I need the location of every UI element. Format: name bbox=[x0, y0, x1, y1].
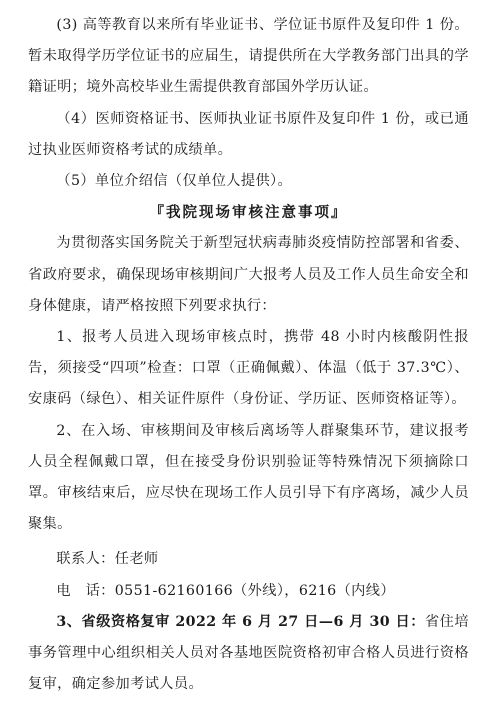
notice-item-1: 1、报考人员进入现场审核点时，携带 48 小时内核酸阴性报告，须接受“四项”检查：口罩（正确佩戴）、体温（低于 37.3℃）、安康码（绿色）、相关证件原件（身份证、学历证、医师资格证等）。 bbox=[28, 329, 469, 408]
materials-item-3: (3) 高等教育以来所有毕业证书、学位证书原件及复印件 1 份。暂未取得学历学位证书的应届生，请提供所在大学教务部门出具的学籍证明；境外高校毕业生需提供教育部国外学历认证。 bbox=[28, 17, 469, 96]
contact-person: 联系人：任老师 bbox=[56, 551, 159, 568]
notice-intro: 为贯彻落实国务院关于新型冠状病毒肺炎疫情防控部署和省委、省政府要求，确保现场审核期间广大报考人员及工作人员生命安全和身体健康，请严格按照下列要求执行： bbox=[28, 235, 469, 314]
section-heading: 『我院现场审核注意事项』 bbox=[149, 204, 348, 222]
contact-phone: 电 话：0551-62160166（外线），6216（内线） bbox=[56, 582, 395, 599]
materials-item-4: （4）医师资格证书、医师执业证书原件及复印件 1 份，或已通过执业医师资格考试的成绩单。 bbox=[28, 110, 469, 158]
review-section-lead: 3、省级资格复审 2022 年 6 月 27 日—6 月 30 日： bbox=[56, 613, 425, 630]
review-section-body: 省住培事务管理中心组织相关人员对各基地医院资格初审合格人员进行资格复审，确定参加考试人员。 bbox=[28, 613, 469, 693]
materials-item-5: （5）单位介绍信（仅单位人提供）。 bbox=[56, 173, 293, 190]
review-section bbox=[28, 607, 469, 701]
notice-item-2: 2、在入场、审核期间及审核后离场等人群聚集环节，建议报考人员全程佩戴口罩，但在接受身份识别验证等特殊情况下须摘除口罩。审核结束后，应尽快在现场工作人员引导下有序离场，减少人员聚集。 bbox=[28, 422, 469, 533]
